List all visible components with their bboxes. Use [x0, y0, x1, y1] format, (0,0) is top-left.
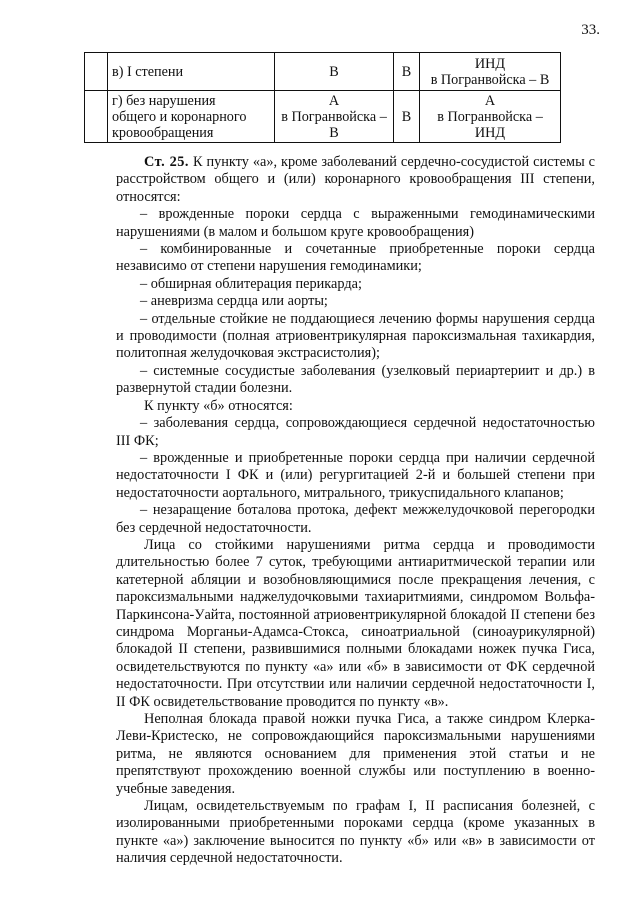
- point-b-intro: К пункту «б» относятся:: [144, 397, 293, 414]
- article-heading: Ст. 25.: [144, 154, 189, 170]
- article-intro: [116, 154, 595, 206]
- article-intro-text: К пункту «а», кроме заболеваний сердечно-сосудистой системы с расстройством общего и (или) коронарного кровообращения III степени, относятся:: [116, 154, 595, 205]
- paragraph: Лица со стойкими нарушениями ритма сердца и проводимости длительностью более 7 суток, требующими антиаритмической терапии или катетерной абляции и возобновляющимися после прекращения лечения, с пароксизмальными наджелудочковыми тахиаритмиями, синдромом Вольфа-Паркинсона-Уайта, постоянной атриовентрикулярной блокадой II степени без синдрома Морганьи-Адамса-Стокса, синоатриальной (синоаурикулярной) блокадой II степени, развившимися полными блокадами ножек пучка Гиса, освидетельствуются по пункту «а» или «б» в зависимости от ФК сердечной недостаточности. При отсутствии или наличии сердечной недостаточности I, II ФК освидетельствование проводится по пункту «в».: [116, 536, 595, 710]
- list-item: – комбинированные и сочетанные приобретенные пороки сердца независимо от степени нарушения гемодинамики;: [116, 241, 595, 275]
- table-cell-spacer: [85, 91, 108, 143]
- paragraph: Лицам, освидетельствуемым по графам I, II расписания болезней, с изолированными приобретенными пороками сердца (кроме указанных в пункте «а») заключение выносится по пункту «б» или «в» в зависимости от наличия сердечной недостаточности.: [116, 798, 595, 867]
- table-cell-graph-3: А в Погранвойска – ИНД: [420, 91, 561, 143]
- article-text: [116, 154, 595, 868]
- list-item: – системные сосудистые заболевания (узелковый периартериит и др.) в развернутой стадии болезни.: [116, 362, 595, 397]
- disease-grade-table: [84, 52, 561, 143]
- table-row: [85, 53, 561, 91]
- table-cell-graph-2: В: [394, 53, 420, 91]
- list-item: – врожденные и приобретенные пороки сердца при наличии сердечной недостаточности I ФК и (или) регургитацией 2-й и большей степени при недостаточности аортального, митрального, трикуспидального клапанов;: [116, 449, 595, 501]
- table-cell-label: г) без нарушения общего и коронарного кровообращения: [108, 91, 275, 143]
- page-number: 33.: [581, 22, 600, 38]
- table-cell-graph-1: А в Погранвойска – В: [275, 91, 394, 143]
- list-item: – незаращение боталова протока, дефект межжелудочковой перегородки без сердечной недостаточности.: [116, 502, 595, 536]
- list-item: – обширная облитерация перикарда;: [140, 275, 362, 292]
- list-item: – заболевания сердца, сопровождающиеся сердечной недостаточностью III ФК;: [116, 415, 595, 449]
- paragraph: Неполная блокада правой ножки пучка Гиса, а также синдром Клерка-Леви-Кристеско, не сопровождающийся пароксизмальными нарушениями ритма, не являются основанием для применения этой статьи и не препятствуют прохождению военной службы или поступлению в военно-учебные заведения.: [116, 711, 595, 797]
- table-cell-graph-1: В: [275, 53, 394, 91]
- table-row: [85, 91, 561, 143]
- table-cell-graph-2: В: [394, 91, 420, 143]
- table-cell-label: в) I степени: [108, 53, 275, 91]
- table-cell-spacer: [85, 53, 108, 91]
- list-item: – врожденные пороки сердца с выраженными гемодинамическими нарушениями (в малом и большом круге кровообращения): [116, 206, 595, 240]
- list-item: – аневризма сердца или аорты;: [140, 293, 328, 310]
- table-cell-graph-3: ИНД в Погранвойска – В: [420, 53, 561, 91]
- list-item: – отдельные стойкие не поддающиеся лечению формы нарушения сердца и проводимости (полная атриовентрикулярная пароксизмальная тахикардия, политопная желудочковая экстрасистолия);: [116, 310, 595, 362]
